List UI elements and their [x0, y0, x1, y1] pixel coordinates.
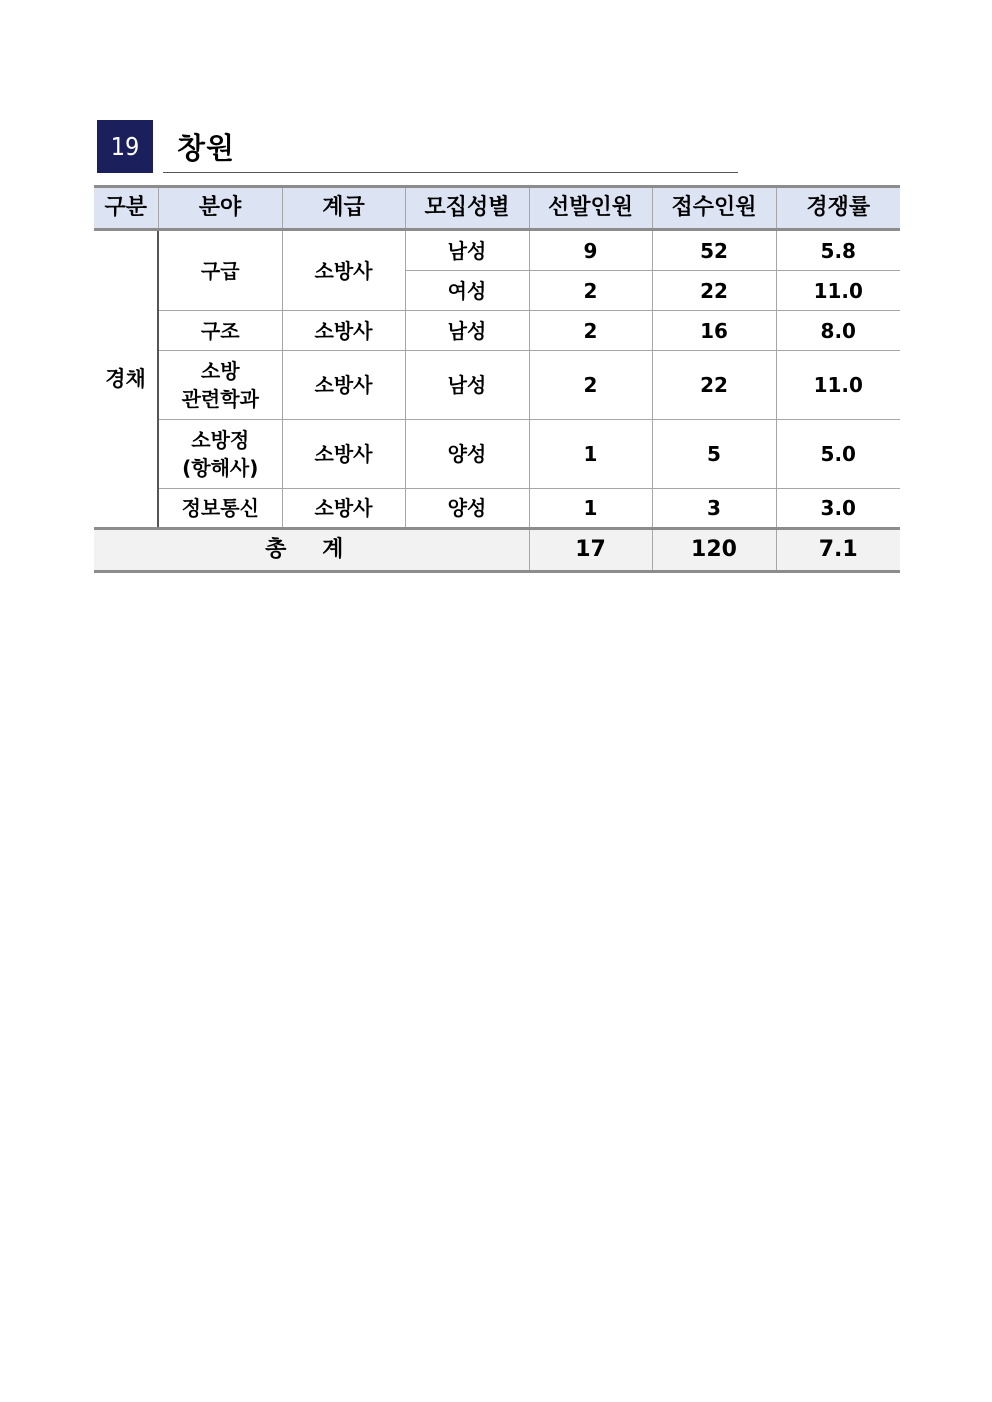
ratio-cell: 8.0 — [776, 311, 900, 351]
gender-cell: 남성 — [405, 311, 529, 351]
applied-cell: 3 — [652, 489, 776, 529]
field-cell: 정보통신 — [158, 489, 282, 529]
field-line-1: 소방 — [200, 359, 240, 383]
ratio-cell: 5.0 — [776, 420, 900, 489]
rank-cell: 소방사 — [282, 311, 405, 351]
gender-cell: 양성 — [405, 420, 529, 489]
field-line-2: 관련학과 — [181, 387, 259, 411]
gender-cell: 남성 — [405, 230, 529, 271]
gender-cell: 양성 — [405, 489, 529, 529]
header-rank: 계급 — [282, 187, 405, 230]
rank-cell: 소방사 — [282, 489, 405, 529]
total-applied: 120 — [652, 529, 776, 572]
field-cell: 구급 — [158, 230, 282, 311]
field-cell — [158, 420, 282, 489]
total-label: 총 계 — [94, 529, 529, 572]
header-field: 분야 — [158, 187, 282, 230]
table-header-row — [94, 187, 900, 230]
header-applied: 접수인원 — [652, 187, 776, 230]
field-cell: 구조 — [158, 311, 282, 351]
group-cell: 경채 — [94, 230, 158, 529]
rank-cell: 소방사 — [282, 230, 405, 311]
field-line-2: (항해사) — [182, 456, 259, 480]
header-gender: 모집성별 — [405, 187, 529, 230]
recruitment-table — [94, 185, 900, 573]
total-row — [94, 529, 900, 572]
gender-cell: 여성 — [405, 271, 529, 311]
table-row — [94, 420, 900, 489]
header-selected: 선발인원 — [529, 187, 652, 230]
rank-cell: 소방사 — [282, 420, 405, 489]
total-selected: 17 — [529, 529, 652, 572]
selected-cell: 2 — [529, 271, 652, 311]
header-ratio: 경쟁률 — [776, 187, 900, 230]
applied-cell: 52 — [652, 230, 776, 271]
table-row — [94, 489, 900, 529]
applied-cell: 16 — [652, 311, 776, 351]
ratio-cell: 11.0 — [776, 271, 900, 311]
applied-cell: 22 — [652, 271, 776, 311]
selected-cell: 1 — [529, 489, 652, 529]
applied-cell: 5 — [652, 420, 776, 489]
section-title: 창원 — [177, 131, 236, 165]
ratio-cell: 5.8 — [776, 230, 900, 271]
applied-cell: 22 — [652, 351, 776, 420]
selected-cell: 2 — [529, 351, 652, 420]
table-row — [94, 311, 900, 351]
field-line-1: 소방정 — [191, 428, 250, 452]
title-underline — [163, 172, 738, 173]
total-ratio: 7.1 — [776, 529, 900, 572]
section-number-badge: 19 — [97, 120, 153, 173]
ratio-cell: 3.0 — [776, 489, 900, 529]
table-row — [94, 351, 900, 420]
selected-cell: 9 — [529, 230, 652, 271]
table-row — [94, 230, 900, 271]
header-category: 구분 — [94, 187, 158, 230]
rank-cell: 소방사 — [282, 351, 405, 420]
field-cell — [158, 351, 282, 420]
selected-cell: 2 — [529, 311, 652, 351]
selected-cell: 1 — [529, 420, 652, 489]
gender-cell: 남성 — [405, 351, 529, 420]
section-header — [97, 120, 737, 174]
ratio-cell: 11.0 — [776, 351, 900, 420]
